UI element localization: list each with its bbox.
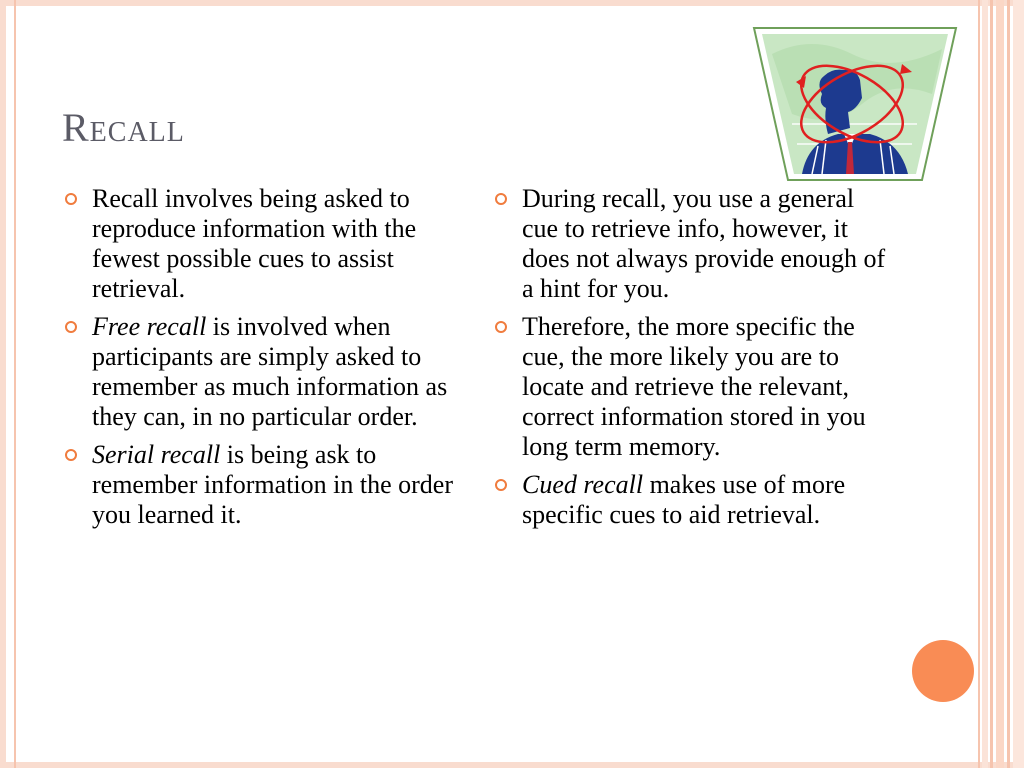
- emphasis-text: Cued recall: [522, 470, 644, 499]
- slide-title: Recall: [62, 105, 185, 150]
- bullet-ring-icon: [495, 479, 507, 491]
- bullet-text: Recall involves being asked to reproduce information with the fewest possible cues to assist retrieval.: [92, 184, 417, 303]
- bullet-ring-icon: [495, 193, 507, 205]
- bullet-item: [62, 440, 457, 530]
- bullet-text: Therefore, the more specific the cue, the more likely you are to locate and retrieve the relevant, correct information stored in you long term memory.: [522, 312, 866, 461]
- bullet-item: [492, 312, 892, 462]
- bullet-ring-icon: [65, 321, 77, 333]
- bullet-item: [492, 470, 892, 530]
- emphasis-text: Serial recall: [92, 440, 221, 469]
- bullet-item: [62, 312, 457, 432]
- left-bullet-column: [62, 184, 457, 538]
- decorative-circle: [912, 640, 974, 702]
- bullet-text: is involved when participants are simply asked to remember as much information as they can, in no particular order.: [92, 312, 448, 431]
- bullet-text: is being ask to remember information in the order you learned it.: [92, 440, 453, 529]
- right-bullet-column: [492, 184, 892, 538]
- decorative-stripes: [982, 0, 1024, 768]
- bullet-ring-icon: [65, 449, 77, 461]
- bullet-ring-icon: [65, 193, 77, 205]
- bullet-text: makes use of more specific cues to aid retrieval.: [522, 470, 846, 529]
- bullet-text: During recall, you use a general cue to retrieve info, however, it does not always provide enough of a hint for you.: [522, 184, 886, 303]
- bullet-item: [62, 184, 457, 304]
- bullet-item: [492, 184, 892, 304]
- emphasis-text: Free recall: [92, 312, 207, 341]
- bullet-ring-icon: [495, 321, 507, 333]
- head-orbit-clipart: [752, 24, 958, 189]
